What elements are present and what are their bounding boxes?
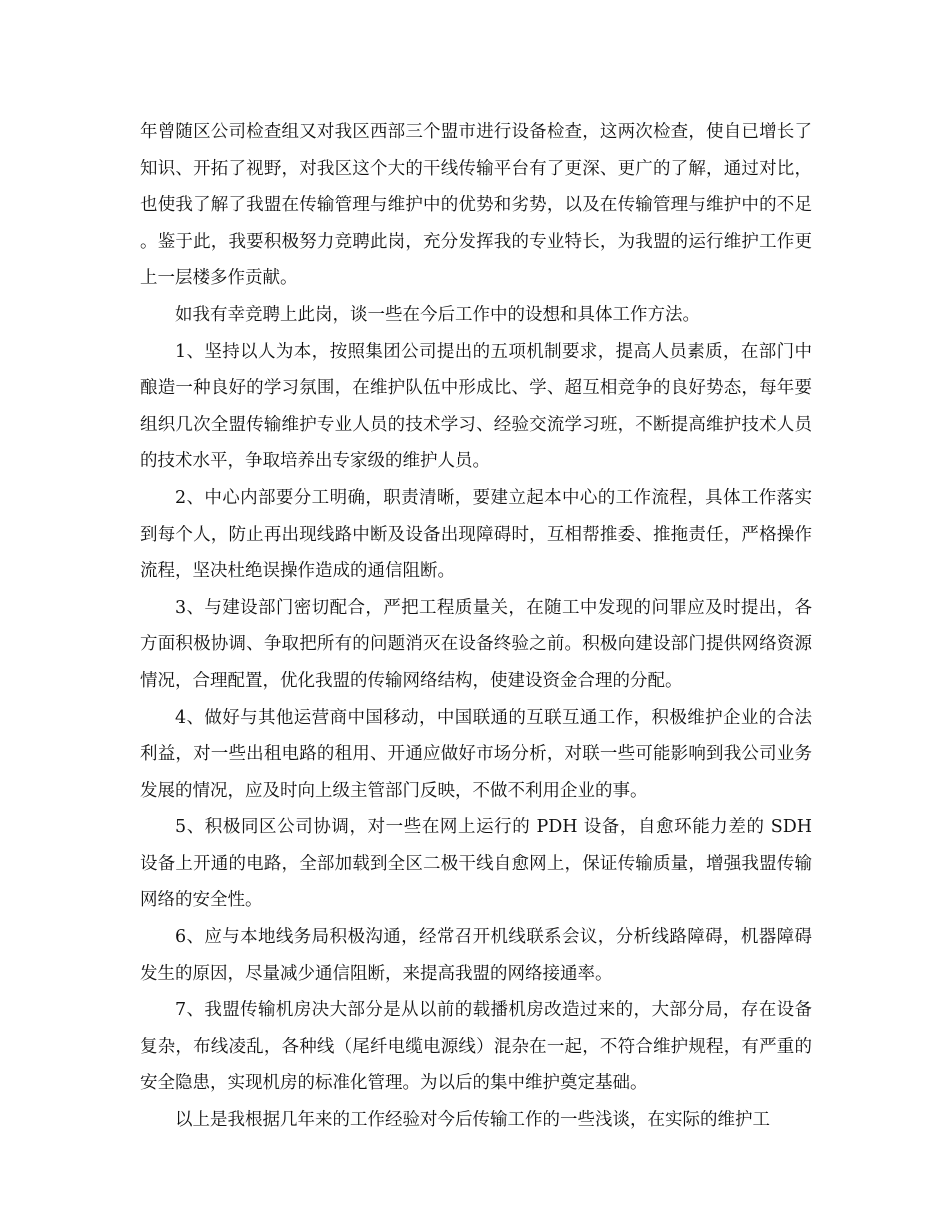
paragraph-closing: 以上是我根据几年来的工作经验对今后传输工作的一些浅谈，在实际的维护工 bbox=[175, 1110, 770, 1131]
paragraph-item-6: 6、应与本地线务局积极沟通，经常召开机线联系会议，分析线路障碍，机器障碍发生的原因，尽量减少通信阻断，来提高我盟的网络接通率。 bbox=[140, 927, 812, 984]
paragraph-item-7: 7、我盟传输机房决大部分是从以前的载播机房改造过来的，大部分局，存在设备复杂，布线凌乱，各种线（尾纤电缆电源线）混杂在一起，不符合维护规程，有严重的安全隐患，实现机房的标准化管理。为以后的集中维护奠定基础。 bbox=[140, 1000, 812, 1094]
paragraph-item-3: 3、与建设部门密切配合，严把工程质量关，在随工中发现的问罪应及时提出，各方面积极协调、争取把所有的问题消灭在设备终验之前。积极向建设部门提供网络资源情况，合理配置，优化我盟的传输网络结构，使建设资金合理的分配。 bbox=[140, 597, 812, 691]
paragraph-continued: 年曾随区公司检查组又对我区西部三个盟市进行设备检查，这两次检查，使自已增长了知识、开拓了视野，对我区这个大的干线传输平台有了更深、更广的了解，通过对比，也使我了解了我盟在传输管理与维护中的优势和劣势，以及在传输管理与维护中的不足。鉴于此，我要积极努力竞聘此岗，充分发挥我的专业特长，为我盟的运行维护工作更上一层楼多作贡献。 bbox=[140, 122, 812, 289]
document-body bbox=[140, 114, 812, 1139]
paragraph-item-4: 4、做好与其他运营商中国移动，中国联通的互联互通工作，积极维护企业的合法利益，对一些出租电路的租用、开通应做好市场分析，对联一些可能影响到我公司业务发展的情况，应及时向上级主管部门反映，不做不利用企业的事。 bbox=[140, 707, 812, 801]
paragraph-item-2: 2、中心内部要分工明确，职责清晰，要建立起本中心的工作流程，具体工作落实到每个人，防止再出现线路中断及设备出现障碍时，互相帮推委、推拖责任，严格操作流程，坚决杜绝误操作造成的通信阻断。 bbox=[140, 487, 812, 582]
paragraph-item-1: 1、坚持以人为本，按照集团公司提出的五项机制要求，提高人员素质，在部门中酿造一种良好的学习氛围，在维护队伍中形成比、学、超互相竞争的良好势态，每年要组织几次全盟传输维护专业人员的技术学习、经验交流学习班，不断提高维护技术人员的技术水平，争取培养出专家级的维护人员。 bbox=[140, 341, 812, 472]
paragraph-intro: 如我有幸竞聘上此岗，谈一些在今后工作中的设想和具体工作方法。 bbox=[175, 304, 700, 325]
paragraph-item-5: 5、积极同区公司协调，对一些在网上运行的 PDH 设备，自愈环能力差的 SDH 设备上开通的电路，全部加载到全区二极干线自愈网上，保证传输质量，增强我盟传输网络的安全性。 bbox=[140, 817, 812, 911]
